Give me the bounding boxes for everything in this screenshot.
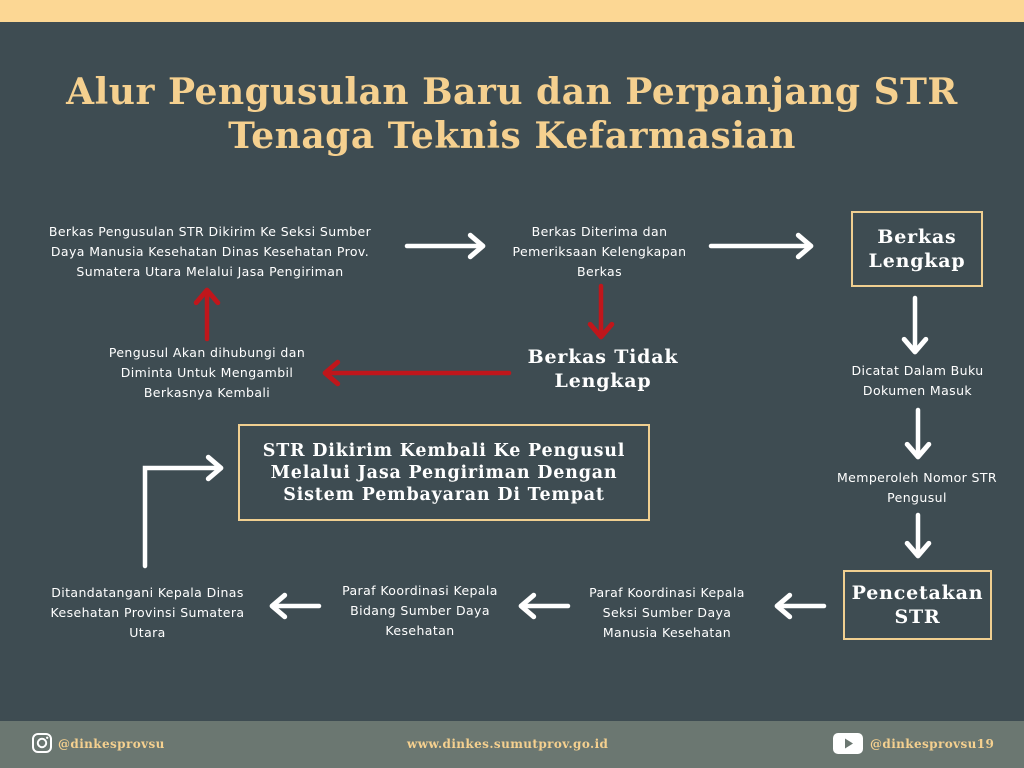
step-berkas-diterima-line-3: Berkas bbox=[577, 264, 622, 279]
step-berkas-dikirim-line-3: Sumatera Utara Melalui Jasa Pengiriman bbox=[76, 264, 344, 279]
step-paraf-bidang-line-2: Bidang Sumber Daya bbox=[350, 603, 490, 618]
step-paraf-seksi bbox=[572, 583, 762, 643]
title-line-2: Tenaga Teknis Kefarmasian bbox=[228, 115, 796, 157]
box-pencetakan-str-line-2: STR bbox=[894, 606, 941, 628]
step-pengusul-dihubungi bbox=[90, 343, 324, 403]
step-paraf-seksi-line-3: Manusia Kesehatan bbox=[602, 625, 732, 640]
box-str-dikirim bbox=[238, 424, 650, 521]
step-dicatat bbox=[830, 361, 1005, 401]
step-ditandatangani-line-2: Kesehatan Provinsi Sumatera bbox=[50, 605, 245, 620]
step-dicatat-line-2: Dokumen Masuk bbox=[862, 383, 973, 398]
step-berkas-diterima-line-2: Pemeriksaan Kelengkapan bbox=[512, 244, 687, 259]
step-ditandatangani bbox=[35, 583, 260, 643]
step-berkas-diterima bbox=[492, 222, 707, 282]
step-pengusul-dihubungi-line-1: Pengusul Akan dihubungi dan bbox=[108, 345, 306, 360]
step-berkas-dikirim-line-1: Berkas Pengusulan STR Dikirim Ke Seksi Sumber bbox=[48, 224, 372, 239]
step-berkas-diterima-line-1: Berkas Diterima dan bbox=[531, 224, 668, 239]
step-ditandatangani-line-3: Utara bbox=[129, 625, 166, 640]
step-berkas-tidak-lengkap bbox=[500, 345, 706, 393]
box-berkas-lengkap bbox=[851, 211, 983, 287]
instagram-icon[interactable] bbox=[31, 732, 53, 754]
step-dicatat-line-1: Dicatat Dalam Buku bbox=[851, 363, 984, 378]
box-pencetakan-str-line-1: Pencetakan bbox=[851, 582, 984, 604]
step-nomor-str bbox=[822, 468, 1012, 508]
step-paraf-seksi-line-1: Paraf Koordinasi Kepala bbox=[589, 585, 745, 600]
box-berkas-lengkap-line-1: Berkas bbox=[877, 226, 957, 248]
arrow-ditandatangani-to-dikirim bbox=[145, 468, 220, 566]
box-pencetakan-str bbox=[843, 570, 992, 640]
step-berkas-dikirim bbox=[20, 222, 400, 282]
step-berkas-tidak-lengkap-line-2: Lengkap bbox=[554, 370, 652, 392]
step-nomor-str-line-1: Memperoleh Nomor STR bbox=[836, 470, 998, 485]
step-berkas-tidak-lengkap-line-1: Berkas Tidak bbox=[527, 346, 679, 368]
step-ditandatangani-line-1: Ditandatangani Kepala Dinas bbox=[51, 585, 244, 600]
box-str-dikirim-line-3: Sistem Pembayaran Di Tempat bbox=[283, 484, 605, 505]
step-pengusul-dihubungi-line-2: Diminta Untuk Mengambil bbox=[120, 365, 294, 380]
footer-instagram-handle[interactable]: @dinkesprovsu bbox=[58, 737, 165, 751]
title-line-1: Alur Pengusulan Baru dan Perpanjang STR bbox=[66, 71, 958, 113]
box-str-dikirim-line-2: Melalui Jasa Pengiriman Dengan bbox=[270, 462, 618, 483]
step-paraf-seksi-line-2: Seksi Sumber Daya bbox=[602, 605, 732, 620]
step-nomor-str-line-2: Pengusul bbox=[887, 490, 947, 505]
step-berkas-dikirim-line-2: Daya Manusia Kesehatan Dinas Kesehatan Prov. bbox=[50, 244, 370, 259]
step-pengusul-dihubungi-line-3: Berkasnya Kembali bbox=[143, 385, 271, 400]
step-paraf-bidang-line-1: Paraf Koordinasi Kepala bbox=[342, 583, 498, 598]
footer-website[interactable]: www.dinkes.sumutprov.go.id bbox=[407, 737, 609, 751]
footer-youtube-handle[interactable]: @dinkesprovsu19 bbox=[870, 737, 995, 751]
step-paraf-bidang bbox=[325, 581, 515, 641]
box-str-dikirim-line-1: STR Dikirim Kembali Ke Pengusul bbox=[262, 440, 626, 461]
step-paraf-bidang-line-3: Kesehatan bbox=[385, 623, 455, 638]
box-berkas-lengkap-line-2: Lengkap bbox=[868, 250, 966, 272]
youtube-icon[interactable] bbox=[833, 733, 863, 754]
